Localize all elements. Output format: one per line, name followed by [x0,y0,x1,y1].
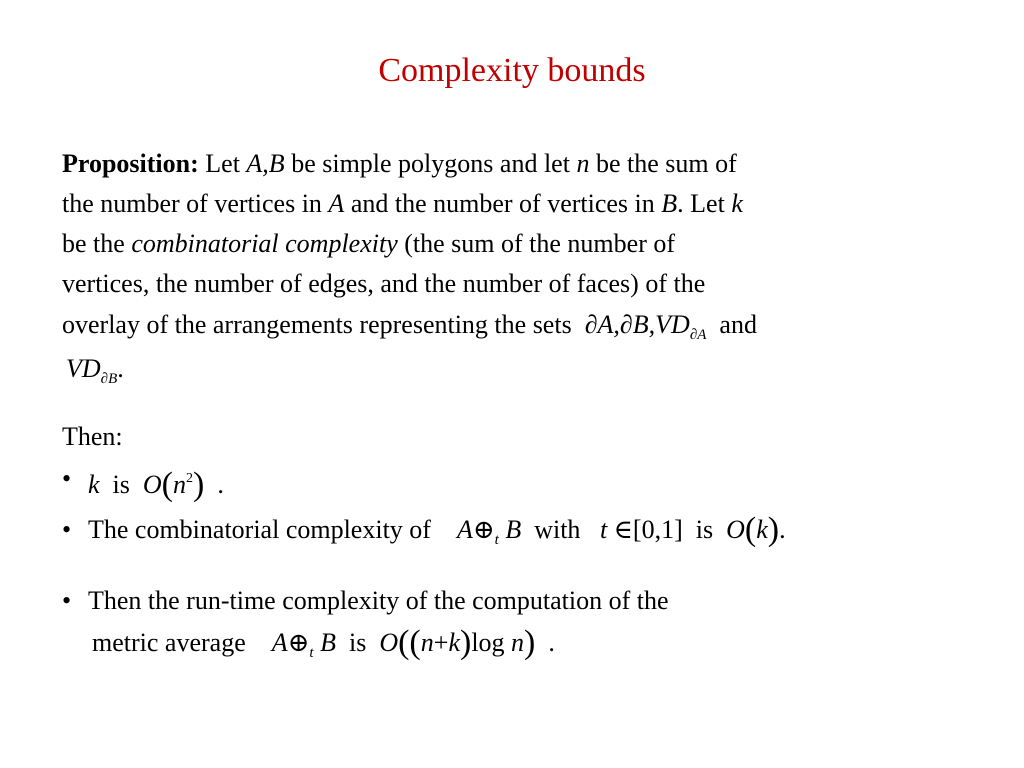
text: be the sum of [595,149,737,178]
text: . [548,628,555,657]
math-oplus: ⊕ [287,628,310,657]
proposition-line-3 [62,228,675,260]
math-k: k [731,189,743,218]
math-A: A [271,628,288,657]
text: Let [205,149,240,178]
proposition-line-1 [62,148,737,180]
math-t: t [599,515,608,544]
math-log: log [471,628,505,657]
text: . [779,515,786,544]
bullet-3-marker: • [62,586,72,615]
math-paren: ) [524,624,536,661]
proposition-line-2 [62,188,743,220]
bullet-1 [88,463,224,501]
math-k: k [88,470,100,499]
text: with [534,515,581,544]
bullet-2-marker: • [62,515,72,544]
text: . [117,354,124,383]
math-B: B [661,189,678,218]
math-B: B [505,515,522,544]
math-n: n [420,628,434,657]
proposition-line-6 [66,353,124,395]
text: is [112,470,130,499]
math-k: k [448,628,460,657]
math-B: B [320,628,336,657]
text: . Let [677,189,725,218]
text: Then the run-time complexity of the computation of the [88,586,669,615]
math-O: O [379,628,399,657]
math-paren: ( [161,466,173,503]
math-O: O [142,470,162,499]
proposition-line-5 [62,309,757,351]
text: (the sum of the number of [404,229,676,258]
text: is [348,628,367,657]
text: be simple polygons and let [291,149,570,178]
math-paren: ( [744,511,757,548]
math-k: k [756,515,768,544]
text: overlay of the arrangements representing the sets [62,310,572,339]
math-paren: ) [459,624,472,661]
math-n: n [511,628,525,657]
bullet-2 [88,511,786,556]
math-subscript: t [309,645,314,661]
text: be the [62,229,125,258]
math-vars: A,B [246,149,285,178]
math-exponent: 2 [186,471,193,486]
bullet-3-line-2 [92,624,555,669]
math-subscript: t [494,532,499,548]
text: vertices, the number of edges, and the number of faces) of the [62,269,706,298]
proposition-label: Proposition: [62,149,199,178]
math-in: ∈ [613,515,633,544]
text: The combinatorial complexity of [88,515,431,544]
proposition-line-4 [62,268,705,300]
text: metric average [92,628,246,657]
math-paren: ) [193,466,205,503]
text: and [719,310,757,339]
italic-term: combinatorial complexity [131,229,398,258]
math-oplus: ⊕ [472,515,495,544]
math-A: A [456,515,473,544]
math-O: O [726,515,745,544]
math-plus: + [433,628,449,657]
math-n: n [173,470,186,499]
bullet-1-marker: • [62,464,72,493]
text: the number of vertices in [62,189,322,218]
text: and the number of vertices in [350,189,655,218]
text: is [695,515,714,544]
bullet-3-line-1 [88,585,669,617]
math-subscript: ∂B [100,371,118,387]
math-paren: (( [398,624,421,661]
math-n: n [576,149,590,178]
then-label: Then: [62,422,123,451]
slide-title: Complexity bounds [378,52,646,89]
math-interval: [0,1] [632,515,683,544]
math-sets: ∂A,∂B,VD [584,310,690,339]
math-A: A [328,189,345,218]
math-subscript: ∂A [689,327,707,343]
text: . [217,470,224,499]
math-vd: VD [66,354,101,383]
math-paren: ) [767,511,780,548]
